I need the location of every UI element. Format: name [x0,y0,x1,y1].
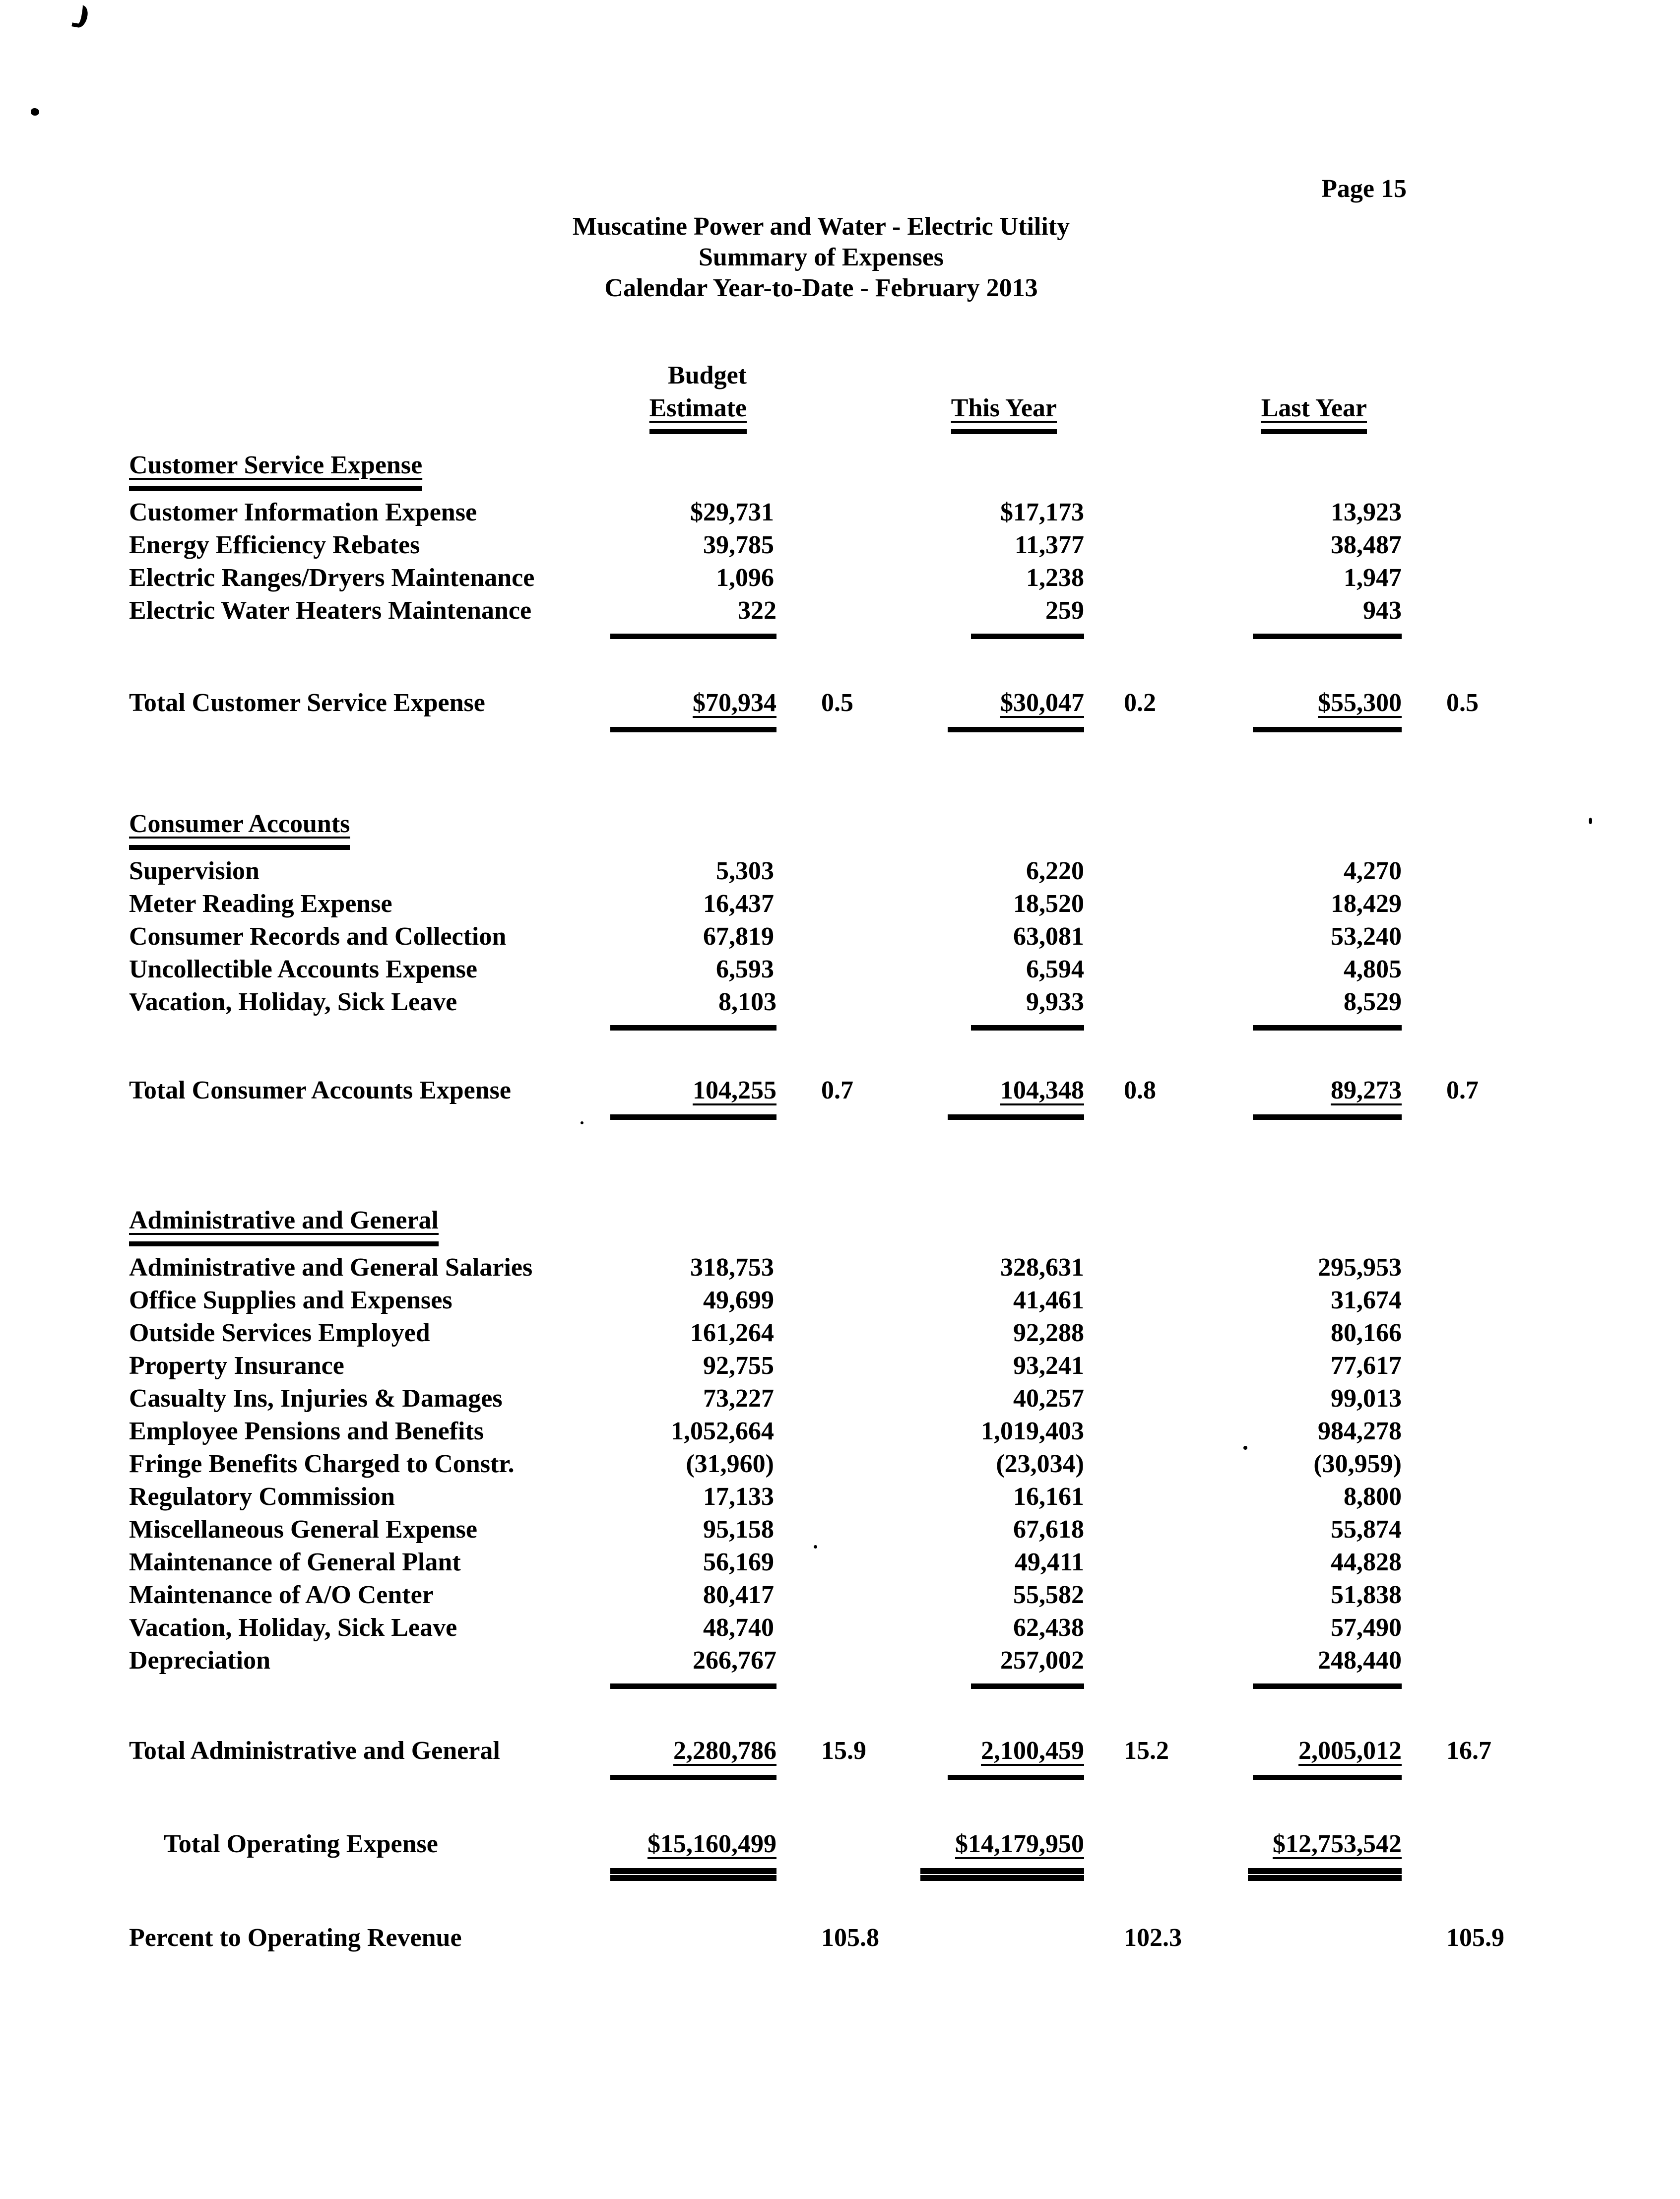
table-row [129,855,1513,888]
this-year-value: 93,241 [1013,1352,1084,1380]
budget-estimate-value: $29,731 [690,498,774,526]
section-heading-consumer-accounts: Consumer Accounts [129,808,1513,850]
last-year-value: 55,874 [1331,1515,1402,1544]
last-year-total: 2,005,012 [1183,1735,1402,1780]
budget-estimate-value: 318,753 [690,1253,774,1282]
budget-estimate-value: 1,052,664 [671,1417,774,1445]
row-label: Vacation, Holiday, Sick Leave [129,1614,457,1642]
row-label: Electric Ranges/Dryers Maintenance [129,564,535,592]
budget-pct: 15.9 [821,1737,866,1765]
table-row [129,1284,1513,1317]
budget-estimate-grand-total: $15,160,499 [610,1828,774,1874]
this-year-value: 9,933 [873,986,1084,1031]
column-header-row-1 [129,359,1513,392]
this-year-header: This Year [873,392,1084,434]
this-year-value: (23,034) [996,1450,1084,1478]
table-row [129,1513,1513,1546]
table-row [129,986,1513,1031]
this-year-total: 104,348 [873,1074,1084,1120]
budget-estimate-value: 39,785 [703,531,774,559]
section-total-row [129,687,1513,732]
this-year-value: 6,220 [1026,857,1084,885]
budget-estimate-value: 56,169 [703,1548,774,1576]
table-row [129,1481,1513,1513]
row-label: Maintenance of General Plant [129,1548,461,1576]
row-label: Consumer Records and Collection [129,922,507,951]
this-year-value: 257,002 [873,1644,1084,1689]
budget-estimate-value: 92,755 [703,1352,774,1380]
grand-total-row [129,1828,1513,1874]
last-year-value: 8,800 [1344,1483,1402,1511]
table-row [129,496,1513,529]
this-year-value: 62,438 [1013,1614,1084,1642]
last-year-value: 99,013 [1331,1384,1402,1413]
scan-artifact [71,4,89,29]
budget-estimate-value: 67,819 [703,922,774,951]
last-year-value: 248,440 [1183,1644,1402,1689]
last-year-percent: 105.9 [1446,1924,1504,1952]
row-label: Employee Pensions and Benefits [129,1417,484,1445]
table-row [129,1317,1513,1350]
this-year-value: 63,081 [1013,922,1084,951]
row-label: Property Insurance [129,1352,344,1380]
last-year-value: 4,270 [1344,857,1402,885]
last-year-value: 984,278 [1318,1417,1402,1445]
budget-estimate-value: 80,417 [703,1581,774,1609]
last-year-total: $55,300 [1183,687,1402,732]
row-label: Electric Water Heaters Maintenance [129,596,532,625]
budget-estimate-value: 5,303 [716,857,774,885]
budget-estimate-value: 73,227 [703,1384,774,1413]
this-year-pct: 0.2 [1124,689,1156,717]
row-label: Administrative and General Salaries [129,1253,533,1282]
this-year-value: 67,618 [1013,1515,1084,1544]
percent-row [129,1922,1513,1954]
table-row [129,594,1513,639]
row-label: Maintenance of A/O Center [129,1581,434,1609]
table-row [129,888,1513,920]
last-year-header: Last Year [1183,392,1402,434]
row-label: Fringe Benefits Charged to Constr. [129,1450,515,1478]
last-year-grand-total: $12,753,542 [1183,1828,1402,1874]
last-year-value: 31,674 [1331,1286,1402,1314]
budget-estimate-total: 2,280,786 [610,1735,774,1780]
budget-estimate-value: 48,740 [703,1614,774,1642]
total-label: Total Administrative and General [129,1737,500,1765]
table-row [129,920,1513,953]
budget-estimate-header: Estimate [610,392,774,434]
last-year-value: 38,487 [1331,531,1402,559]
table-row [129,1448,1513,1481]
table-row [129,953,1513,986]
last-year-value: 8,529 [1183,986,1402,1031]
last-year-value: (30,959) [1313,1450,1402,1478]
this-year-value: 41,461 [1013,1286,1084,1314]
budget-estimate-value: 95,158 [703,1515,774,1544]
total-label: Total Customer Service Expense [129,689,485,717]
this-year-value: 1,019,403 [981,1417,1084,1445]
budget-percent: 105.8 [821,1924,879,1952]
table-row [129,1644,1513,1689]
last-year-value: 1,947 [1344,564,1402,592]
this-year-value: 11,377 [1014,531,1084,559]
budget-estimate-value: 17,133 [703,1483,774,1511]
this-year-value: 328,631 [1000,1253,1084,1282]
this-year-grand-total: $14,179,950 [873,1828,1084,1874]
this-year-value: 6,594 [1026,955,1084,983]
page-number: Page 15 [1321,175,1407,203]
section-heading-administrative-general: Administrative and General [129,1204,1513,1246]
section-total-row [129,1074,1513,1120]
this-year-value: 92,288 [1013,1319,1084,1347]
scan-artifact [31,108,39,116]
this-year-value: 18,520 [1013,890,1084,918]
this-year-pct: 15.2 [1124,1737,1169,1765]
last-year-value: 51,838 [1331,1581,1402,1609]
last-year-total: 89,273 [1183,1074,1402,1120]
budget-estimate-value: 1,096 [716,564,774,592]
last-year-value: 4,805 [1344,955,1402,983]
this-year-percent: 102.3 [1124,1924,1182,1952]
this-year-total: $30,047 [873,687,1084,732]
section-total-row [129,1735,1513,1780]
budget-estimate-value: 16,437 [703,890,774,918]
table-row [129,1579,1513,1612]
row-label: Customer Information Expense [129,498,477,526]
table-row [129,1612,1513,1644]
row-label: Supervision [129,857,259,885]
this-year-value: 49,411 [1014,1548,1084,1576]
percent-row-label: Percent to Operating Revenue [129,1924,462,1952]
total-label: Total Consumer Accounts Expense [129,1076,511,1104]
budget-estimate-value: 8,103 [610,986,774,1031]
table-row [129,1546,1513,1579]
budget-estimate-value: (31,960) [686,1450,774,1478]
grand-total-label: Total Operating Expense [164,1830,438,1858]
last-year-value: 13,923 [1331,498,1402,526]
report-content [129,173,1513,1954]
table-row [129,529,1513,562]
budget-header-line1: Budget [668,361,747,389]
this-year-value: 16,161 [1013,1483,1084,1511]
row-label: Regulatory Commission [129,1483,395,1511]
table-row [129,1350,1513,1382]
last-year-value: 295,953 [1318,1253,1402,1282]
this-year-total: 2,100,459 [873,1735,1084,1780]
scan-artifact [1589,818,1592,824]
row-label: Office Supplies and Expenses [129,1286,452,1314]
report-title-block [129,211,1513,304]
last-year-pct: 0.7 [1446,1076,1479,1104]
column-header-row-2 [129,392,1513,434]
budget-estimate-value: 161,264 [690,1319,774,1347]
row-label: Energy Efficiency Rebates [129,531,420,559]
report-subtitle: Summary of Expenses [698,243,944,271]
table-row [129,1382,1513,1415]
last-year-value: 77,617 [1331,1352,1402,1380]
this-year-value: 55,582 [1013,1581,1084,1609]
this-year-pct: 0.8 [1124,1076,1156,1104]
budget-estimate-value: 6,593 [716,955,774,983]
budget-pct: 0.7 [821,1076,853,1104]
report-period: Calendar Year-to-Date - February 2013 [604,274,1038,302]
budget-estimate-value: 266,767 [610,1644,774,1689]
last-year-value: 44,828 [1331,1548,1402,1576]
row-label: Outside Services Employed [129,1319,430,1347]
budget-estimate-value: 49,699 [703,1286,774,1314]
last-year-value: 53,240 [1331,922,1402,951]
table-row [129,1415,1513,1448]
this-year-value: 1,238 [1026,564,1084,592]
last-year-pct: 16.7 [1446,1737,1491,1765]
table-row [129,562,1513,594]
this-year-value: $17,173 [1000,498,1084,526]
last-year-pct: 0.5 [1446,689,1479,717]
table-row [129,1251,1513,1284]
row-label: Miscellaneous General Expense [129,1515,477,1544]
this-year-value: 259 [873,594,1084,639]
row-label: Depreciation [129,1646,270,1675]
row-label: Meter Reading Expense [129,890,392,918]
section-heading-customer-service: Customer Service Expense [129,449,1513,491]
this-year-value: 40,257 [1013,1384,1084,1413]
row-label: Vacation, Holiday, Sick Leave [129,988,457,1016]
last-year-value: 18,429 [1331,890,1402,918]
last-year-value: 57,490 [1331,1614,1402,1642]
budget-estimate-value: 322 [610,594,774,639]
row-label: Casualty Ins, Injuries & Damages [129,1384,503,1413]
budget-estimate-total: 104,255 [610,1074,774,1120]
last-year-value: 943 [1183,594,1402,639]
report-title: Muscatine Power and Water - Electric Utility [572,212,1070,241]
last-year-value: 80,166 [1331,1319,1402,1347]
budget-estimate-total: $70,934 [610,687,774,732]
row-label: Uncollectible Accounts Expense [129,955,477,983]
budget-pct: 0.5 [821,689,853,717]
